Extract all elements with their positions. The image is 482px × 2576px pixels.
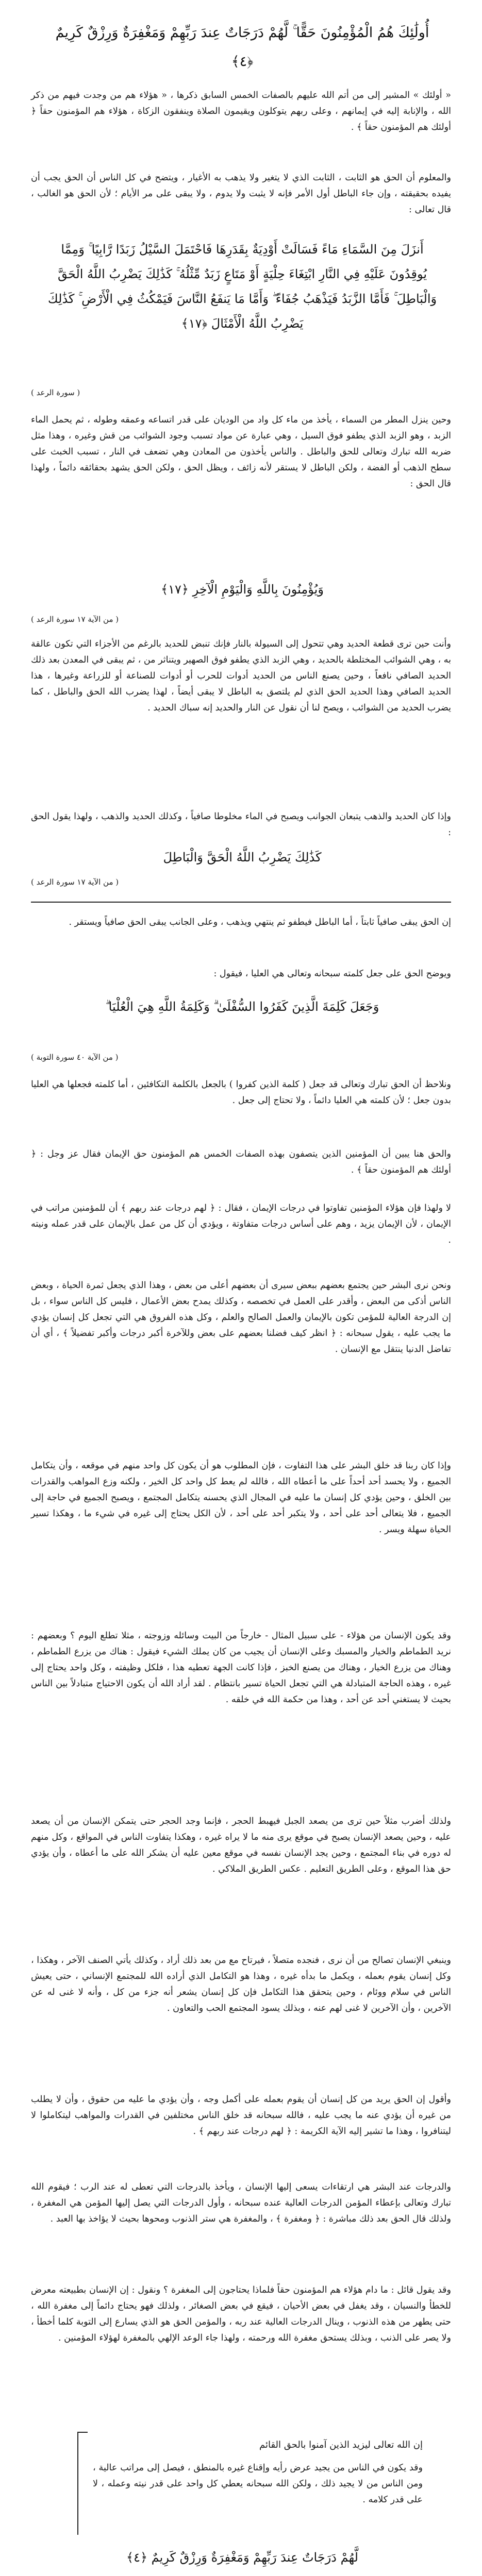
paragraph-14: ولذلك أضرب مثلاً حين ترى من يصعد الجبل فيهبط الحجر ، فإنما وجد الحجر حتى يتمكن الإنسان من أن يصعد عليه ، وحين يصعد الإنسان يصبح في موقع يرى منه ما لا يراه غيره ، وهكذا يتفاوت الناس في المواقع ، وكل منهم له دوره في بناء المجتمع ، وحين يجد الإنسان نفسه في موقع معين عليه أن يشكر الله على ما أعطاه ، وأن يؤدي حق هذا الموقع ، وعلى الطريق التعليم . عكس الطريق الملاكي .: [31, 1816, 451, 1874]
paragraph-5: وإذا كان الحديد والذهب يتبعان الجوانب ويصبح في الماء مخلوطا صافياً ، وكذلك الحديد والذهب ، ولهذا يقول الحق :: [31, 811, 451, 838]
paragraph-15: وينبغي الإنسان تصالح من أن نرى ، فنجده متصلاً ، فيرتاح مع من بعد ذلك أراد ، وكذلك يأتي الصنف الآخر ، وهكذا ، وكل إنسان يقوم بعمله ، ويكمل ما بدأه غيره ، وهذا هو التكامل الذي أراده الله للمجتمع الإنساني ، حتى يعيش الناس في سلام ووئام ، وحين يتحقق هذا التكامل فإن كل إنسان يشعر أنه جزء من كل ، وأنه لا غنى له عن الآخرين ، وأن الآخرين لا غنى لهم عنه ، وبذلك يسود المجتمع الحب والتعاون .: [31, 1955, 451, 2013]
bullet-1: إن الله تعالى ليزيد الذين آمنوا بالحق القائم: [259, 2439, 423, 2450]
paragraph-4: وأنت حين ترى قطعة الحديد وهي تتحول إلى السيولة بالنار فإنك تنبض للحديد بالرغم من الأجزاء التي تكون عالقة به ، وهي الشوائب المختلطة بالحديد ، وهي الزبد الذي يطفو فوق الصهير ويتناثر من ، ثم يبقى في المعدن بعد ذلك الحديد الصافي نافعاً ، وحين يصنع الناس من الحديد أدوات للحرب أو أدوات للصناعة أو للزراعة وغيرها ، هذا الحديد الصافي وهذا الحديد الحق الذي لم يلتصق به الباطل لا يبقى أيضاً ، لهذا يضرب الله الحق والباطل ، كما يضرب الحديد من الشوائب ، ويصح لنا أن نقول عن النار والحديد إنه سباك الحديد .: [31, 639, 451, 713]
paragraph-2: والمعلوم أن الحق هو الثابت ، الثابت الذي لا يتغير ولا يذهب به الأغيار ، ويتضح في كل الناس أن الحق يجب أن يفيده بحقيقته ، وإن جاء الباطل أول الأمر فإنه لا يثبت ولا يدوم ، ولا يبقى على مر الأيام ؛ لأن الحق هو الغالب ، قال تعالى :: [31, 173, 451, 215]
paragraph-9: والحق هنا يبين أن المؤمنين الذين يتصفون بهذه الصفات الخمس هم المؤمنون حق الإيمان فقال عز وجل : ﴿ أولئك هم المؤمنون حقاً ﴾ .: [31, 1149, 451, 1175]
paragraph-10: لا ولهذا فإن هؤلاء المؤمنين تفاوتوا في درجات الإيمان ، فقال : ﴿ لهم درجات عند ربهم ﴾ أن للمؤمنين مراتب في الإيمان ، لأن الإيمان يزيد ، وهم على أساس درجات متفاوتة ، ويؤدي أن كل من عمل بالإيمان على قدر عمله ونيته .: [31, 1203, 451, 1245]
paragraph-16: وأقول إن الحق يريد من كل إنسان أن يقوم بعمله على أكمل وجه ، وأن يؤدي ما عليه من حقوق ، وأن لا يطلب من غيره أن يؤدي عنه ما يجب عليه ، فالله سبحانه قد خلق الناس مختلفين في القدرات والمواهب ليتكاملوا لا ليتنافروا ، وهذا ما تشير إليه الآية الكريمة : ﴿ لهم درجات عند ربهم ﴾ .: [31, 2094, 451, 2137]
ref-3: ( من الآية ١٧ سورة الرعد ): [31, 615, 119, 624]
paragraph-8: ونلاحظ أن الحق تبارك وتعالى قد جعل ( كلمة الذين كفروا ) بالجعل بالكلمة التكافئين ، أما كلمته فجعلها هي العليا بدون جعل ؛ لأن كلمته هي العليا دائماً ، ولا تحتاج إلى جعل .: [31, 1079, 451, 1106]
paragraph-1: « أولئك » المشير إلى من أتم الله عليهم بالصفات الخمس السابق ذكرها ، « هؤلاء هم من وجدت فيهم من ذكر الله ، والإنابة إليه في إيمانهم ، وعلى ربهم يتوكلون ويقيمون الصلاة وينفقون الزكاة ، هؤلاء هم المؤمنون حقاً ﴿ أولئك هم المؤمنون حقاً ﴾ .: [31, 90, 451, 132]
paragraph-18: وقد يقول قائل : ما دام هؤلاء هم المؤمنون حقاً فلماذا يحتاجون إلى المغفرة ؟ ونقول : إن الإنسان بطبيعته معرض للخطأ والنسيان ، وقد يغفل في بعض الأحيان ، فيقع في بعض الصغائر ، ولذلك فهو يحتاج دائماً إلى مغفرة الله ، حتى يطهر من هذه الذنوب ، وينال الدرجات العالية عند ربه ، والمؤمن الحق هو الذي يسارع إلى التوبة كلما أخطأ ، ولا يصر على الذنب ، وبذلك يستحق مغفرة الله ورحمته ، ولهذا جاء الوعد الإلهي بالمغفرة لهؤلاء المؤمنين .: [31, 2285, 451, 2343]
paragraph-19: وقد يكون في الناس من يجيد عرض رأيه وإقناع غيره بالمنطق ، فيصل إلى مراتب عالية ، ومن الناس من لا يجيد ذلك ، ولكن الله سبحانه يعطي كل واحد على قدر نيته وعمله ، لا على قدر كلامه .: [93, 2463, 423, 2505]
verse-top: أُولَٰئِكَ هُمُ الْمُؤْمِنُونَ حَقًّا ۚ لَّهُمْ دَرَجَاتٌ عِندَ رَبِّهِمْ وَمَغْفِرَةٌ وَرِزْقٌ كَرِيمٌ ﴿٤﴾: [55, 25, 429, 70]
verse-5: وَجَعَلَ كَلِمَةَ الَّذِينَ كَفَرُوا السُّفْلَىٰ ۗ وَكَلِمَةُ اللَّهِ هِيَ الْعُلْيَا ۗ: [105, 999, 379, 1014]
bracket-top: [77, 2432, 88, 2433]
paragraph-6: إن الحق يبقى صافياً ثابتاً ، أما الباطل فيطفو ثم ينتهي ويذهب ، وعلى الجانب يبقى الحق صافياً ويستقر .: [69, 917, 451, 927]
paragraph-17: والدرجات عند البشر هي ارتقاءات يسعى إليها الإنسان ، ويأخذ بالدرجات التي تعطى له عند الرب ؛ فيقوم الله تبارك وتعالى بإعطاء المؤمن الدرجات العالية عنده سبحانه ، وأول الدرجات التي يصل إليها المؤمن هي المغفرة ، ولذلك قال الحق بعد ذلك مباشرة : ﴿ ومغفرة ﴾ ، والمغفرة هي ستر الذنوب ومحوها بحيث لا يؤاخذ بها العبد .: [31, 2182, 451, 2224]
verse-2: أَنزَلَ مِنَ السَّمَاءِ مَاءً فَسَالَتْ أَوْدِيَةٌ بِقَدَرِهَا فَاحْتَمَلَ السَّيْلُ زَبَدًا رَّابِيًا ۚ وَمِمَّا يُوقِدُونَ عَلَيْهِ فِي النَّارِ ابْتِغَاءَ حِلْيَةٍ أَوْ مَتَاعٍ زَبَدٌ مِّثْلُهُ ۚ كَذَٰلِكَ يَضْرِبُ اللَّهُ الْحَقَّ وَالْبَاطِلَ ۚ فَأَمَّا الزَّبَدُ فَيَذْهَبُ جُفَاءً ۖ وَأَمَّا مَا يَنفَعُ النَّاسَ فَيَمْكُثُ فِي الْأَرْضِ ۚ كَذَٰلِكَ يَضْرِبُ اللَّهُ الْأَمْثَالَ ﴿١٧﴾: [47, 242, 437, 331]
paragraph-7: ويوضح الحق على جعل كلمته سبحانه وتعالى هي العليا ، فيقول :: [213, 969, 451, 979]
paragraph-13: وقد يكون الإنسان من هؤلاء - على سبيل المثال - خارجاً من البيت وسائله وزوجته ، مثلا تطلع اليوم ؟ وبعضهم : نريد الطماطم والخيار والمسبك وعلى الإنسان أن يجيب من كان يملك الشيء فيقول : هناك من يزرع الطماطم ، وهناك من يزرع الخيار ، وهناك من يصنع الخبز ، فإذا كانت الجهة تعطيه هذا ، فلكل وظيفته ، وكل واحد يحتاج إلى غيره ، وهذه الحاجة المتبادلة هي التي تجعل الحياة تسير بانتظام . لقد أراد الله أن يكون الاحتياج متبادلاً بين الناس بحيث لا يستغني أحد عن أحد ، وهذا من حكمة الله في خلقه .: [31, 1631, 451, 1705]
paragraph-11: ونحن نرى البشر حين يجتمع بعضهم ببعض سيرى أن بعضهم أعلى من بعض ، وهذا الذي يجعل ثمرة الحياة ، وبعض الناس أذكى من البعض ، وأقدر على العمل في تخصصه ، وكذلك يمدح بعض الأعمال ، فليس كل الناس سواء ، بل إن الدرجة العالية للمؤمن تكون بالإيمان والعمل الصالح والعلم ، وكل هذه الفروق هي التي تجعل كل إنسان يؤدي ما يجب عليه ، يقول سبحانه : ﴿ انظر كيف فضلنا بعضهم على بعض وللآخرة أكبر درجات وأكبر تفضيلاً ﴾ ، أي أن تفاضل الدنيا ينتقل مع الإنسان .: [31, 1280, 451, 1354]
verse-6: لَّهُمْ دَرَجَاتٌ عِندَ رَبِّهِمْ وَمَغْفِرَةٌ وَرِزْقٌ كَرِيمٌ ﴿٤﴾: [126, 2550, 358, 2565]
ref-2: ( سورة الرعد ): [31, 388, 80, 397]
verse-4: كَذَٰلِكَ يَضْرِبُ اللَّهُ الْحَقَّ وَالْبَاطِلَ: [163, 850, 322, 865]
verse-3: وَيُؤْمِنُونَ بِاللَّهِ وَالْيَوْمِ الْآخِرِ ﴿١٧﴾: [161, 582, 324, 597]
paragraph-3: وحين ينزل المطر من السماء ، يأخذ من ماء كل واد من الوديان على قدر اتساعه وعمقه وطوله ، ثم يحمل الماء الزبد ، وهو الزبد الذي يطفو فوق السيل ، وهي عبارة عن مواد تسبب وجود الشوائب من قش وغيره ، وهذا مثل ضربه الله تبارك وتعالى للحق والباطل . والناس يأخذون من المعادن وهي تضعف في النار ، تسبب الخبث على سطح الذهب أو الفضة ، ولكن الباطل لا يستقر لأنه زائف ، ويظل الحق ، ولكن الحق يشهد بحقائقه دائماً ، ولهذا قال الحق :: [31, 415, 451, 489]
bracket-line: [77, 2432, 78, 2535]
paragraph-12: وإذا كان ربنا قد خلق البشر على هذا التفاوت ، فإن المطلوب هو أن يكون كل واحد منهم في موقعه ، وأن يتكامل الجميع ، ولا يحسد أحد أحداً على ما أعطاه الله ، فالله لم يعط كل واحد كل الخير ، ولكنه وزع المواهب والقدرات بين الخلق ، وحين يؤدي كل إنسان ما عليه في المجال الذي يحسنه يتكامل المجتمع ، ويصبح الجميع في حاجة إلى الجميع ، فلا يتعالى أحد على أحد ، ولا يتكبر أحد على أحد ، لأن الكل يحتاج إلى غيره في شيء ما ، وهكذا تسير الحياة سهلة ويسر .: [31, 1461, 451, 1535]
ref-5: ( من الآية ٤٠ سورة التوبة ): [31, 1053, 119, 1062]
separator-line: [31, 902, 451, 903]
ref-4: ( من الآية ١٧ سورة الرعد ): [31, 877, 119, 887]
